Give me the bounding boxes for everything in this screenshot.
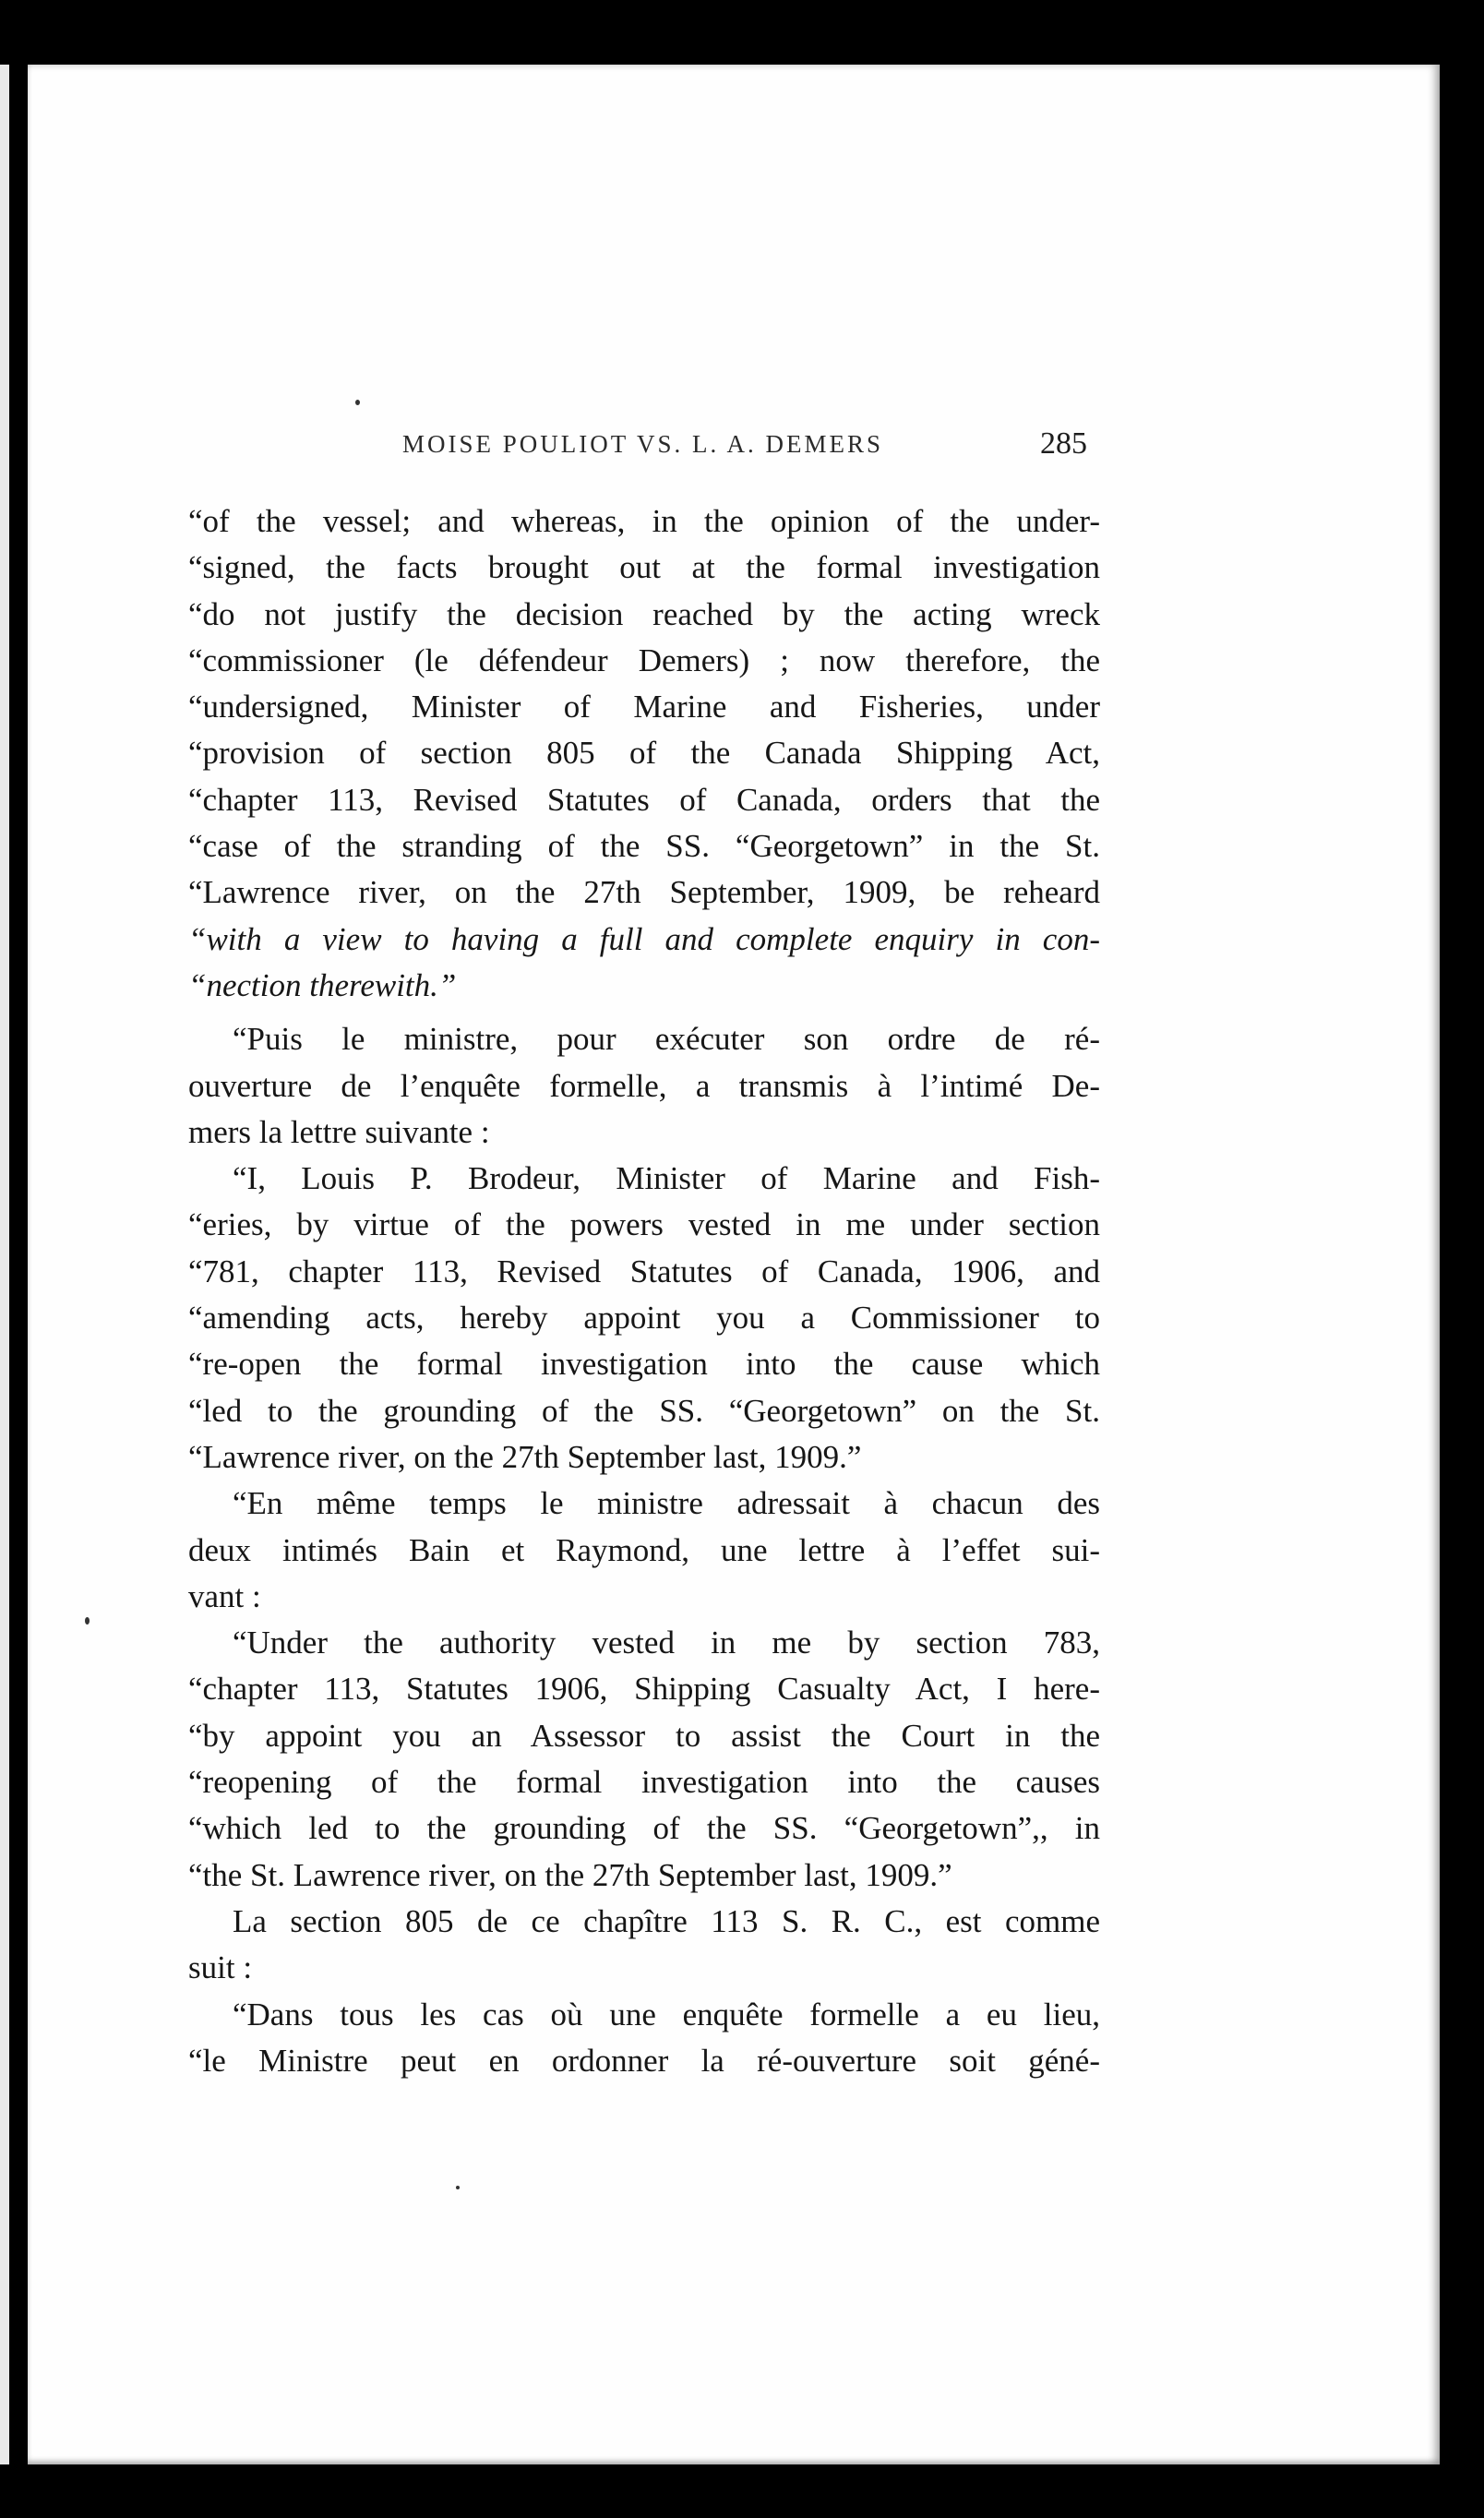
speck-mark: [85, 1617, 90, 1625]
text-line: deux intimés Bain et Raymond, une lettre à l’effet sui-: [188, 1531, 1100, 1568]
text-line: “which led to the grounding of the SS. “Georgetown”,, in: [188, 1810, 1100, 1847]
text-line: “En même temps le ministre adressait à chacun des: [233, 1485, 1100, 1522]
text-line: mers la lettre suivante :: [188, 1113, 490, 1150]
text-line: vant :: [188, 1577, 261, 1614]
speck-mark: [355, 400, 360, 405]
speck-mark: [456, 2186, 460, 2189]
body-text: [188, 498, 1100, 2084]
text-line: “the St. Lawrence river, on the 27th September last, 1909.”: [188, 1856, 952, 1893]
text-line: “Lawrence river, on the 27th September last, 1909.”: [188, 1438, 862, 1475]
running-title: MOISE POULIOT VS. L. A. DEMERS: [402, 430, 884, 458]
page-left-edge: [0, 65, 9, 2464]
text-line: “with a view to having a full and complete enquiry in con-: [188, 920, 1100, 957]
text-line: “re-open the formal investigation into the cause which: [188, 1346, 1100, 1383]
text-line: “eries, by virtue of the powers vested in me under section: [188, 1206, 1100, 1243]
text-line: “Under the authority vested in me by section 783,: [233, 1625, 1100, 1661]
text-line: suit :: [188, 1949, 253, 1986]
text-line: “Dans tous les cas où une enquête formelle a eu lieu,: [233, 1996, 1100, 2032]
text-line: “commissioner (le défendeur Demers) ; now therefore, the: [188, 641, 1100, 678]
text-line: “I, Louis P. Brodeur, Minister of Marine and Fish-: [233, 1160, 1100, 1197]
text-line: “amending acts, hereby appoint you a Commissioner to: [188, 1300, 1100, 1337]
text-line: “case of the stranding of the SS. “Georgetown” in the St.: [188, 828, 1100, 865]
text-line: “led to the grounding of the SS. “Georgetown” on the St.: [188, 1392, 1100, 1429]
text-line: “of the vessel; and whereas, in the opinion of the under-: [188, 503, 1100, 539]
text-line: “Puis le ministre, pour exécuter son ordre de ré-: [233, 1021, 1100, 1058]
text-line: ouverture de l’enquête formelle, a transmis à l’intimé De-: [188, 1067, 1100, 1104]
text-line: “nection therewith.”: [188, 966, 457, 1003]
text-line: “undersigned, Minister of Marine and Fisheries, under: [188, 689, 1100, 725]
text-line: “signed, the facts brought out at the formal investigation: [188, 549, 1100, 586]
text-line: “chapter 113, Revised Statutes of Canada, orders that the: [188, 781, 1100, 818]
page-number: 285: [1040, 426, 1087, 461]
text-line: “Lawrence river, on the 27th September, 1909, be reheard: [188, 874, 1100, 911]
text-line: “781, chapter 113, Revised Statutes of Canada, 1906, and: [188, 1253, 1100, 1289]
text-line: “by appoint you an Assessor to assist the Court in the: [188, 1717, 1100, 1754]
text-line: “provision of section 805 of the Canada Shipping Act,: [188, 735, 1100, 772]
text-line: “le Ministre peut en ordonner la ré-ouverture soit géné-: [188, 2042, 1100, 2079]
text-line: “chapter 113, Statutes 1906, Shipping Casualty Act, I here-: [188, 1671, 1100, 1708]
text-line: La section 805 de ce chapître 113 S. R. C., est comme: [233, 1902, 1100, 1939]
text-line: “do not justify the decision reached by the acting wreck: [188, 595, 1100, 632]
text-line: “reopening of the formal investigation into the causes: [188, 1764, 1100, 1801]
